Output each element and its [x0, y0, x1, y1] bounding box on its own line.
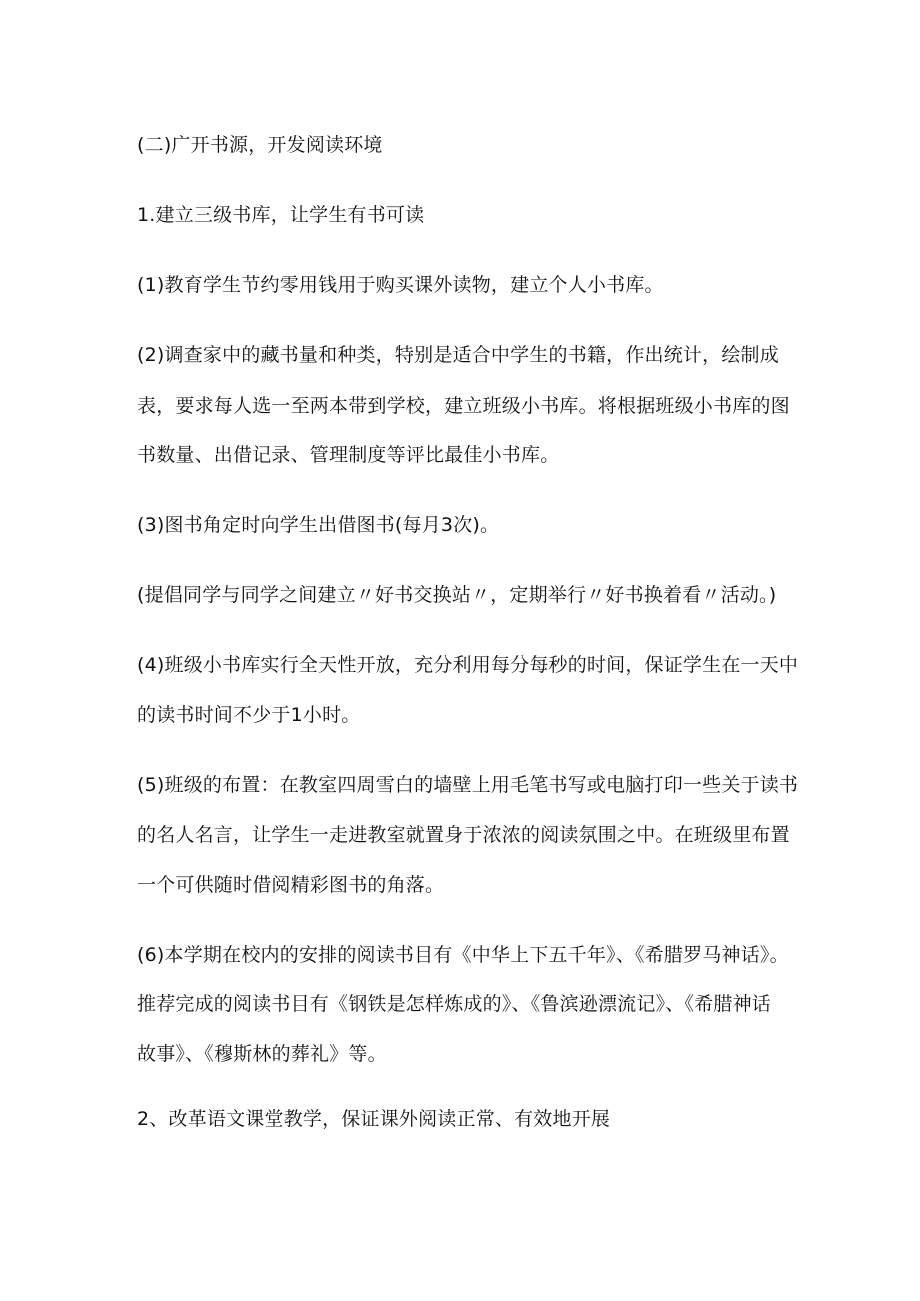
item-2-line-1: (2)调查家中的藏书量和种类，特别是适合中学生的书籍，作出统计，绘制成	[137, 344, 779, 366]
item-2-line-2: 表，要求每人选一至两本带到学校，建立班级小书库。将根据班级小书库的图	[137, 395, 790, 417]
item-5-line-2: 的名人名言，让学生一走进教室就置身于浓浓的阅读氛围之中。在班级里布置	[137, 824, 790, 846]
item-5-line-1: (5)班级的布置：在教室四周雪白的墙壁上用毛笔书写或电脑打印一些关于读书	[137, 774, 799, 796]
subheading-1: 1.建立三级书库，让学生有书可读	[137, 204, 425, 226]
section-heading: (二)广开书源，开发阅读环境	[137, 134, 383, 156]
note: (提倡同学与同学之间建立〃好书交换站〃，定期举行〃好书换着看〃活动。)	[137, 584, 777, 606]
item-6-line-2: 推荐完成的阅读书目有《钢铁是怎样炼成的》、《鲁滨逊漂流记》、《希腊神话	[137, 993, 772, 1015]
item-4-line-1: (4)班级小书库实行全天性开放，充分利用每分每秒的时间，保证学生在一天中	[137, 654, 799, 676]
item-6-line-1: (6)本学期在校内的安排的阅读书目有《中华上下五千年》、《希腊罗马神话》。	[137, 944, 789, 966]
item-6-line-3: 故事》、《穆斯林的葬礼》等。	[137, 1043, 387, 1065]
item-1: (1)教育学生节约零用钱用于购买课外读物，建立个人小书库。	[137, 274, 664, 296]
item-3: (3)图书角定时向学生出借图书(每月3次)。	[137, 514, 500, 536]
subheading-2: 2、改革语文课堂教学，保证课外阅读正常、有效地开展	[137, 1108, 611, 1130]
item-2-line-3: 书数量、出借记录、管理制度等评比最佳小书库。	[137, 444, 560, 466]
item-5-line-3: 一个可供随时借阅精彩图书的角落。	[137, 874, 445, 896]
item-4-line-2: 的读书时间不少于1小时。	[137, 704, 361, 726]
